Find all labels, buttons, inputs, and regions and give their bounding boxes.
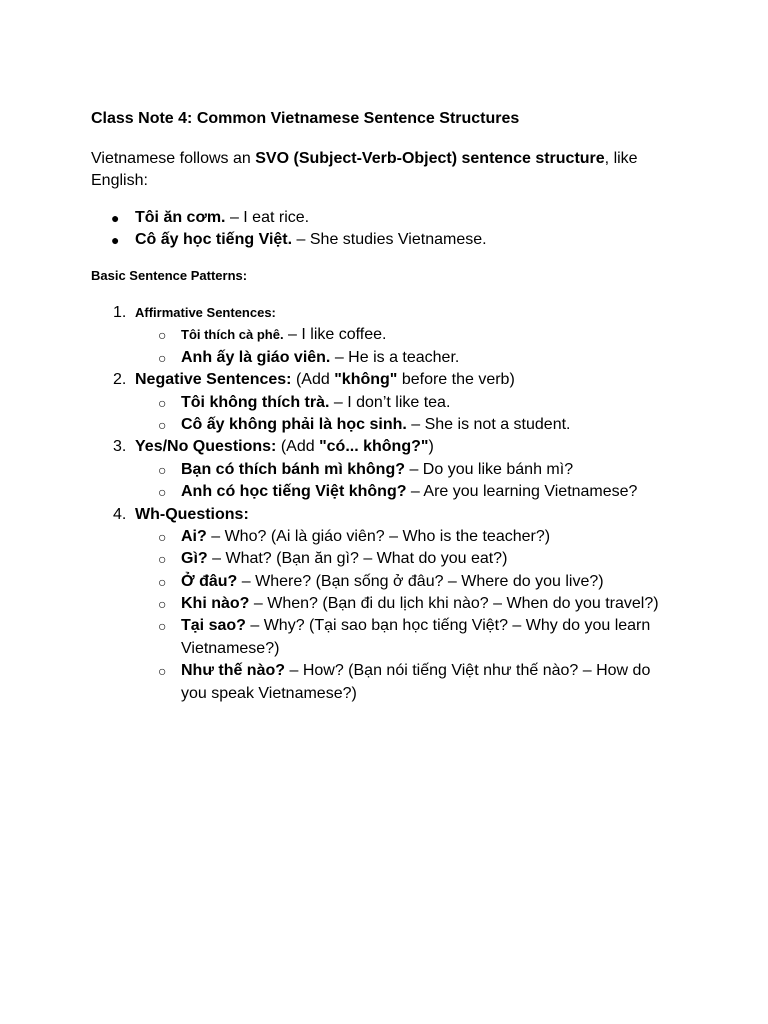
sub-item <box>91 660 731 682</box>
sub-item <box>91 593 731 615</box>
sub-item-en: – She is not a student. <box>406 415 571 433</box>
sub-item-en: – When? (Bạn đi du lịch khi nào? – When do you travel?) <box>249 595 659 613</box>
list-number: 2. <box>113 371 127 389</box>
example-en: – I eat rice. <box>225 209 310 226</box>
circle-bullet-icon: ○ <box>158 416 167 433</box>
pattern-note-post: ) <box>428 438 434 456</box>
sub-item-vn: Anh ấy là giáo viên. <box>181 348 331 366</box>
circle-bullet-icon: ○ <box>158 528 167 545</box>
circle-bullet-icon: ○ <box>158 551 167 568</box>
sub-item <box>91 459 731 481</box>
sub-item <box>91 526 731 548</box>
sub-item-vn: Như thế nào? <box>181 662 286 680</box>
pattern-item <box>91 436 731 458</box>
pattern-item <box>91 504 731 526</box>
circle-bullet-icon: ○ <box>158 349 167 366</box>
sub-item-en: – Who? (Ai là giáo viên? – Who is the teacher?) <box>206 527 551 545</box>
circle-bullet-icon: ○ <box>158 573 167 590</box>
sub-item-vn: Tôi thích cà phê. <box>181 327 284 343</box>
sub-item-vn: Tại sao? <box>181 617 246 635</box>
sub-item <box>91 324 731 346</box>
list-item <box>91 229 691 251</box>
sub-item <box>91 347 731 369</box>
pattern-note-bold: "không" <box>334 371 398 389</box>
patterns-list <box>91 302 731 705</box>
circle-bullet-icon: ○ <box>158 596 167 613</box>
pattern-note-pre: (Add <box>291 371 335 389</box>
sub-item-en: – Are you learning Vietnamese? <box>406 483 638 501</box>
sub-item-en: – I don’t like tea. <box>329 393 451 411</box>
sub-item-cont: Vietnamese?) <box>181 639 280 657</box>
sub-item-vn: Ở đâu? <box>181 572 238 590</box>
example-vn: Cô ấy học tiếng Việt. <box>135 231 293 248</box>
example-en: – She studies Vietnamese. <box>292 231 487 248</box>
sub-item-en: – Do you like bánh mì? <box>405 460 574 478</box>
sub-item <box>91 392 731 414</box>
list-item <box>91 207 691 229</box>
sub-item-en: – He is a teacher. <box>330 348 460 366</box>
circle-bullet-icon: ○ <box>158 327 167 344</box>
circle-bullet-icon: ○ <box>158 484 167 501</box>
list-number: 4. <box>113 505 127 523</box>
bullet-icon: ● <box>111 232 120 248</box>
sub-item-vn: Bạn có thích bánh mì không? <box>181 460 405 478</box>
sub-item <box>91 615 731 637</box>
sub-item-en: – How? (Bạn nói tiếng Việt như thế nào? – How do <box>285 662 651 680</box>
sub-item <box>91 571 731 593</box>
page-title: Class Note 4: Common Vietnamese Sentence Structures <box>91 110 520 127</box>
sub-item-vn: Khi nào? <box>181 595 250 613</box>
sub-item <box>91 414 731 436</box>
sub-item <box>91 548 731 570</box>
section-heading: Basic Sentence Patterns: <box>91 268 248 283</box>
circle-bullet-icon: ○ <box>158 663 167 680</box>
intro-text-bold: SVO (Subject-Verb-Object) sentence structure <box>255 150 605 167</box>
pattern-label: Wh-Questions: <box>135 505 249 523</box>
circle-bullet-icon: ○ <box>158 394 167 411</box>
sub-item-vn: Cô ấy không phải là học sinh. <box>181 415 407 433</box>
intro-paragraph <box>91 148 691 192</box>
pattern-item <box>91 369 731 391</box>
pattern-note-pre: (Add <box>276 438 320 456</box>
intro-text-pre: Vietnamese follows an <box>91 150 256 167</box>
circle-bullet-icon: ○ <box>158 618 167 635</box>
bullet-icon: ● <box>111 210 120 226</box>
list-number: 1. <box>113 304 127 321</box>
example-list <box>91 207 691 251</box>
intro-text-post: , like <box>604 150 638 167</box>
sub-item-continuation <box>91 638 731 660</box>
pattern-note-bold: "có... không?" <box>319 438 429 456</box>
sub-item-vn: Ai? <box>181 527 207 545</box>
example-vn: Tôi ăn cơm. <box>135 209 226 226</box>
pattern-label: Affirmative Sentences: <box>135 305 276 320</box>
pattern-item <box>91 302 731 324</box>
sub-item-vn: Tôi không thích trà. <box>181 393 330 411</box>
pattern-label: Negative Sentences: <box>135 371 292 389</box>
sub-item-vn: Anh có học tiếng Việt không? <box>181 483 407 501</box>
list-number: 3. <box>113 438 127 456</box>
pattern-label: Yes/No Questions: <box>135 438 277 456</box>
sub-item-cont: you speak Vietnamese?) <box>181 684 357 702</box>
sub-item-en: – What? (Bạn ăn gì? – What do you eat?) <box>207 550 508 568</box>
pattern-note-post: before the verb) <box>397 371 515 389</box>
circle-bullet-icon: ○ <box>158 461 167 478</box>
intro-text-line2: English: <box>91 172 148 189</box>
sub-item-en: – I like coffee. <box>283 326 387 344</box>
sub-item-continuation <box>91 683 731 705</box>
sub-item-vn: Gì? <box>181 550 208 568</box>
sub-item-en: – Where? (Bạn sống ở đâu? – Where do you live?) <box>237 572 604 590</box>
sub-item-en: – Why? (Tại sao bạn học tiếng Việt? – Why do you learn <box>245 617 651 635</box>
sub-item <box>91 481 731 503</box>
